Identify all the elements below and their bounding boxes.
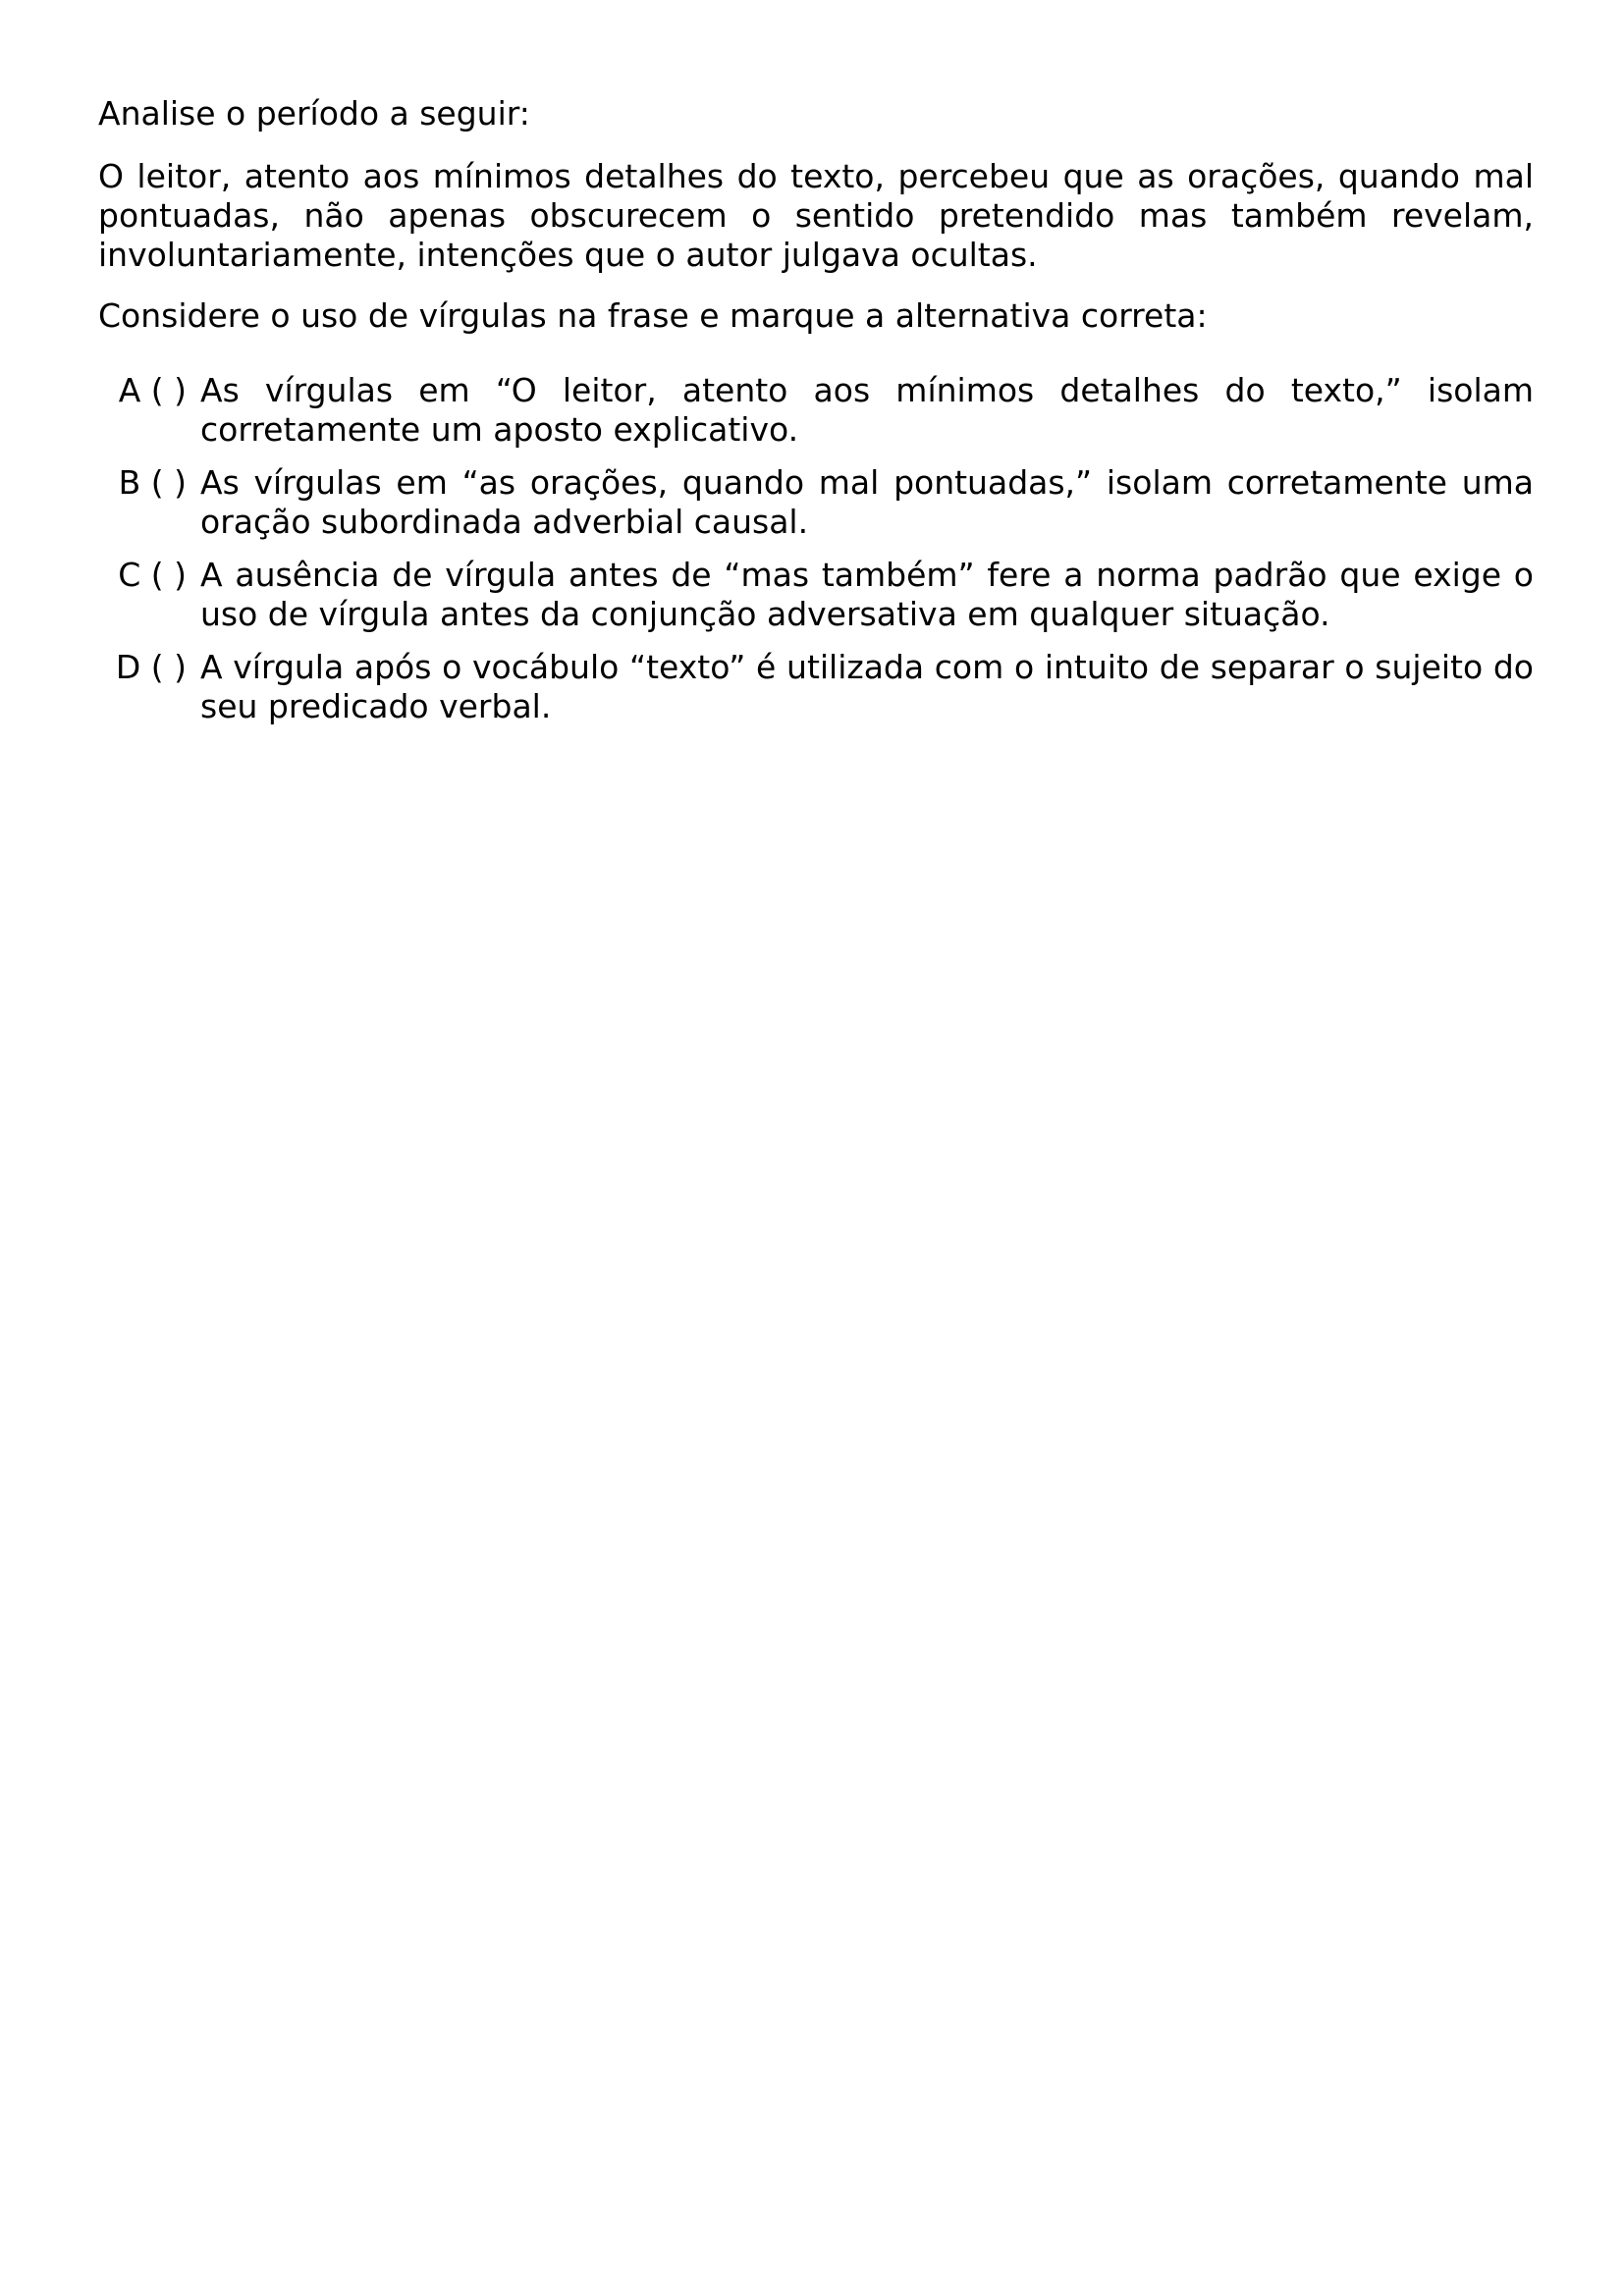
option-a[interactable] bbox=[98, 371, 1534, 450]
option-c[interactable] bbox=[98, 556, 1534, 634]
answer-options bbox=[98, 371, 1534, 726]
option-d[interactable] bbox=[98, 648, 1534, 726]
option-b[interactable] bbox=[98, 463, 1534, 542]
option-label[interactable]: B ( ) bbox=[118, 463, 187, 502]
option-label[interactable]: D ( ) bbox=[115, 648, 187, 686]
option-text: As vírgulas em “as orações, quando mal pontuadas,” isolam corretamente uma oração subordinada adverbial causal. bbox=[200, 463, 1534, 541]
question-intro: Analise o período a seguir: bbox=[98, 94, 530, 133]
option-text: A ausência de vírgula antes de “mas também” fere a norma padrão que exige o uso de vírgula antes da conjunção adversativa em qualquer situação. bbox=[200, 556, 1534, 633]
question-page bbox=[98, 94, 1534, 740]
option-label[interactable]: C ( ) bbox=[118, 556, 187, 594]
option-text: As vírgulas em “O leitor, atento aos mínimos detalhes do texto,” isolam corretamente um aposto explicativo. bbox=[200, 371, 1534, 449]
option-label[interactable]: A ( ) bbox=[118, 371, 187, 409]
question-instruction: Considere o uso de vírgulas na frase e marque a alternativa correta: bbox=[98, 296, 1208, 335]
question-sentence: O leitor, atento aos mínimos detalhes do texto, percebeu que as orações, quando mal pontuadas, não apenas obscurecem o sentido pretendido mas também revelam, involuntariamente, intenções que o autor julgava ocultas. bbox=[98, 157, 1534, 274]
option-text: A vírgula após o vocábulo “texto” é utilizada com o intuito de separar o sujeito do seu predicado verbal. bbox=[200, 648, 1534, 725]
